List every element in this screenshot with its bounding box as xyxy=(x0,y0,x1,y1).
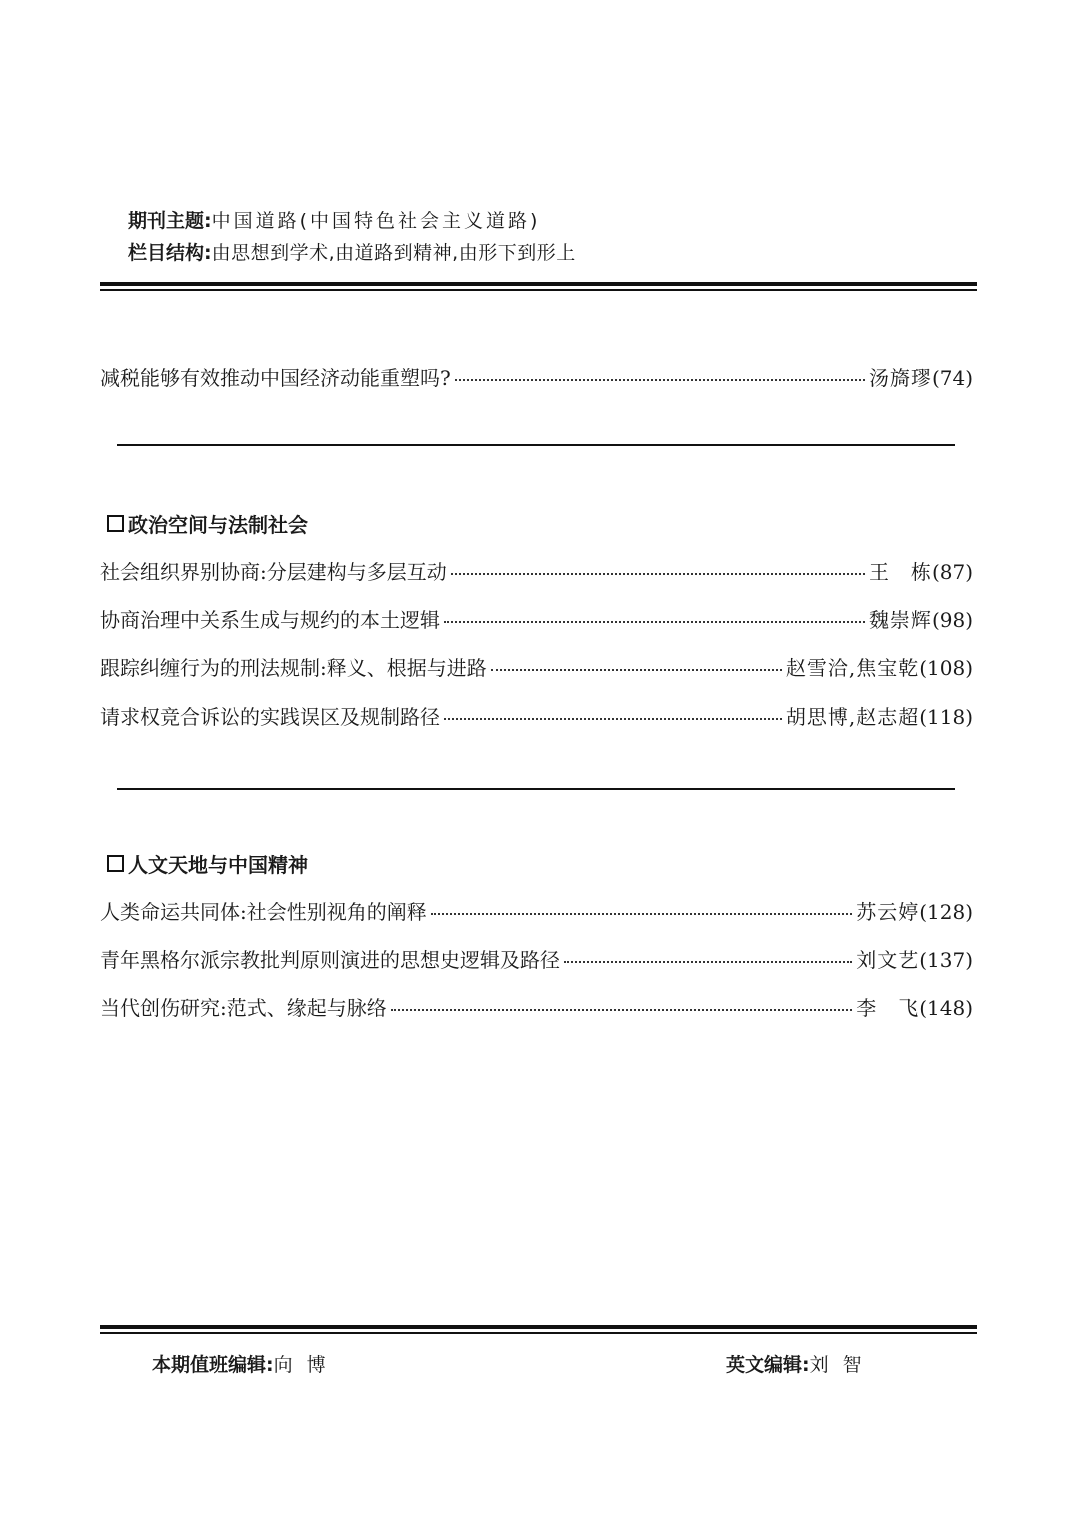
entry-title: 社会组织界别协商:分层建构与多层互动 xyxy=(100,560,447,584)
header-divider xyxy=(100,282,977,291)
section-title: 人文天地与中国精神 xyxy=(128,853,308,877)
entry-page: (148) xyxy=(919,996,973,1020)
entry-title: 人类命运共同体:社会性别视角的阐释 xyxy=(100,900,427,924)
duty-editor xyxy=(152,1350,340,1377)
entry-title: 协商治理中关系生成与规约的本土逻辑 xyxy=(100,608,440,632)
theme-line xyxy=(128,205,576,237)
toc-entry xyxy=(100,992,973,1022)
entry-author: 汤旖璆 xyxy=(868,366,932,390)
section-divider xyxy=(117,788,955,790)
entry-author: 赵雪洽,焦宝乾 xyxy=(785,656,920,680)
toc-entry xyxy=(100,652,973,682)
toc-entry xyxy=(100,604,973,634)
entry-title: 跟踪纠缠行为的刑法规制:释义、根据与进路 xyxy=(100,656,487,680)
theme-value: 中国道路(中国特色社会主义道路) xyxy=(211,210,541,232)
toc-entry xyxy=(100,944,973,974)
leader-dots xyxy=(391,1003,852,1011)
entry-author: 刘文艺 xyxy=(856,948,920,972)
entry-page: (87) xyxy=(931,560,973,584)
section-heading xyxy=(107,509,308,538)
entry-page: (128) xyxy=(919,900,973,924)
toc-entry xyxy=(100,896,973,926)
leader-dots xyxy=(431,907,852,915)
checkbox-square-icon xyxy=(107,855,124,872)
entry-page: (98) xyxy=(931,608,973,632)
section-title: 政治空间与法制社会 xyxy=(128,513,308,537)
entry-title: 当代创伤研究:范式、缘起与脉络 xyxy=(100,996,387,1020)
leader-dots xyxy=(444,615,865,623)
entry-author: 苏云婷 xyxy=(856,900,920,924)
entry-title: 青年黑格尔派宗教批判原则演进的思想史逻辑及路径 xyxy=(100,948,560,972)
entry-author: 魏崇辉 xyxy=(868,608,932,632)
entry-page: (137) xyxy=(919,948,973,972)
entry-author: 李 飞 xyxy=(856,996,920,1020)
english-editor-value: 刘智 xyxy=(809,1354,876,1376)
english-editor xyxy=(726,1350,876,1377)
toc-entry xyxy=(100,701,973,731)
leader-dots xyxy=(564,955,852,963)
checkbox-square-icon xyxy=(107,515,124,532)
duty-editor-label: 本期值班编辑: xyxy=(152,1354,274,1376)
entry-page: (118) xyxy=(919,705,973,729)
theme-label: 期刊主题: xyxy=(128,210,212,232)
entry-title: 减税能够有效推动中国经济动能重塑吗? xyxy=(100,366,451,390)
leader-dots xyxy=(451,567,865,575)
leader-dots xyxy=(444,712,782,720)
toc-entry xyxy=(100,362,973,392)
entry-author: 王 栋 xyxy=(868,560,932,584)
english-editor-label: 英文编辑: xyxy=(726,1354,810,1376)
duty-editor-value: 向博 xyxy=(273,1354,340,1376)
journal-header xyxy=(128,205,576,269)
toc-entry xyxy=(100,556,973,586)
structure-value: 由思想到学术,由道路到精神,由形下到形上 xyxy=(211,242,576,264)
structure-line xyxy=(128,237,576,269)
leader-dots xyxy=(455,373,865,381)
entry-page: (74) xyxy=(931,366,973,390)
section-divider xyxy=(117,444,955,446)
entry-title: 请求权竞合诉讼的实践误区及规制路径 xyxy=(100,705,440,729)
structure-label: 栏目结构: xyxy=(128,242,212,264)
entry-author: 胡思博,赵志超 xyxy=(785,705,920,729)
footer-divider xyxy=(100,1325,977,1334)
leader-dots xyxy=(491,663,782,671)
entry-page: (108) xyxy=(919,656,973,680)
section-heading xyxy=(107,849,308,878)
